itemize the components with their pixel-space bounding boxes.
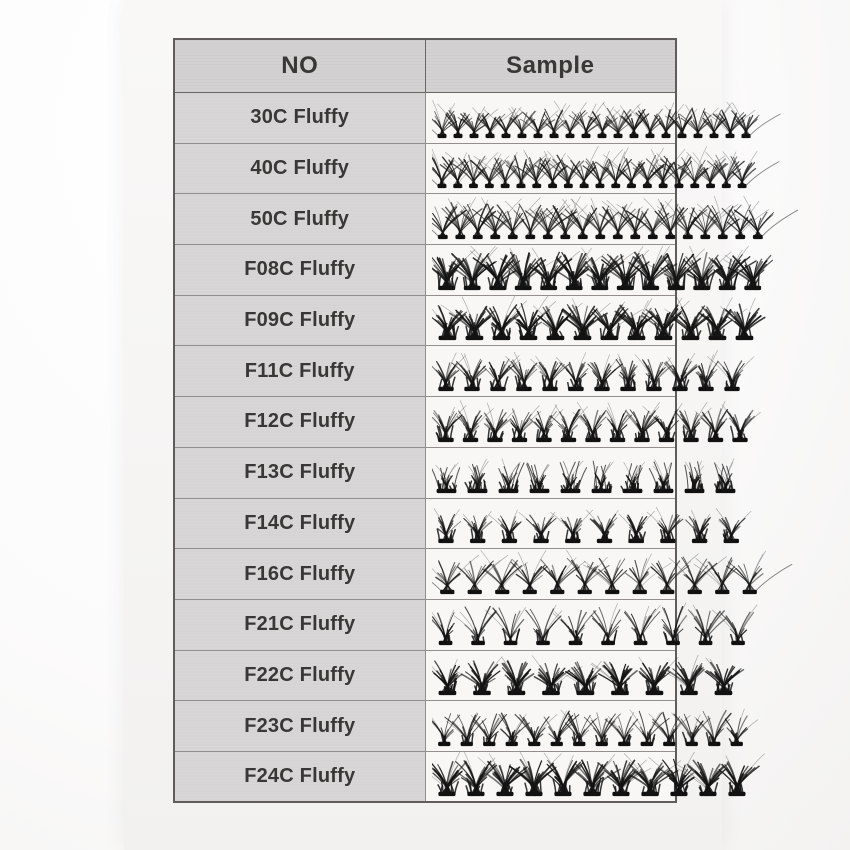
lash-sample-strip bbox=[432, 347, 816, 393]
row-sample-cell bbox=[425, 295, 676, 346]
lash-sample-strip bbox=[432, 651, 816, 697]
lash-sample-strip bbox=[432, 499, 816, 545]
row-sample-cell bbox=[425, 93, 676, 144]
lash-sample-strip bbox=[432, 702, 816, 748]
row-label: F24C Fluffy bbox=[174, 751, 425, 802]
lash-sample-table bbox=[173, 38, 677, 803]
row-sample-cell bbox=[425, 751, 676, 802]
table-row bbox=[174, 549, 676, 600]
row-label: 30C Fluffy bbox=[174, 93, 425, 144]
lash-sample-strip bbox=[432, 752, 816, 798]
row-sample-cell bbox=[425, 549, 676, 600]
row-label: F08C Fluffy bbox=[174, 245, 425, 296]
lash-sample-strip bbox=[432, 195, 816, 241]
row-sample-cell bbox=[425, 194, 676, 245]
lash-sample-strip bbox=[432, 601, 816, 647]
column-header-no: NO bbox=[174, 39, 425, 93]
row-label: F12C Fluffy bbox=[174, 397, 425, 448]
row-sample-cell bbox=[425, 650, 676, 701]
row-sample-cell bbox=[425, 447, 676, 498]
table-row bbox=[174, 397, 676, 448]
row-sample-cell bbox=[425, 599, 676, 650]
row-sample-cell bbox=[425, 245, 676, 296]
table-row bbox=[174, 346, 676, 397]
table-row bbox=[174, 498, 676, 549]
lash-sample-strip bbox=[432, 246, 816, 292]
lash-sample-strip bbox=[432, 296, 816, 342]
row-label: F11C Fluffy bbox=[174, 346, 425, 397]
table-row bbox=[174, 599, 676, 650]
row-label: 50C Fluffy bbox=[174, 194, 425, 245]
table-row bbox=[174, 93, 676, 144]
column-header-sample: Sample bbox=[425, 39, 676, 93]
table-row bbox=[174, 245, 676, 296]
row-label: F16C Fluffy bbox=[174, 549, 425, 600]
table-row bbox=[174, 751, 676, 802]
row-label: F21C Fluffy bbox=[174, 599, 425, 650]
row-sample-cell bbox=[425, 397, 676, 448]
row-label: F14C Fluffy bbox=[174, 498, 425, 549]
lash-sample-strip bbox=[432, 398, 816, 444]
lash-sample-strip bbox=[432, 94, 816, 140]
row-sample-cell bbox=[425, 701, 676, 752]
table-row bbox=[174, 650, 676, 701]
row-sample-cell bbox=[425, 346, 676, 397]
lash-sample-strip bbox=[432, 449, 816, 495]
row-label: 40C Fluffy bbox=[174, 143, 425, 194]
row-label: F22C Fluffy bbox=[174, 650, 425, 701]
table-row bbox=[174, 447, 676, 498]
row-label: F09C Fluffy bbox=[174, 295, 425, 346]
row-sample-cell bbox=[425, 498, 676, 549]
row-label: F13C Fluffy bbox=[174, 447, 425, 498]
lash-sample-strip bbox=[432, 550, 816, 596]
table-header-row bbox=[174, 39, 676, 93]
table-row bbox=[174, 701, 676, 752]
table-row bbox=[174, 143, 676, 194]
row-label: F23C Fluffy bbox=[174, 701, 425, 752]
table-row bbox=[174, 295, 676, 346]
row-sample-cell bbox=[425, 143, 676, 194]
lash-sample-strip bbox=[432, 144, 816, 190]
table-row bbox=[174, 194, 676, 245]
